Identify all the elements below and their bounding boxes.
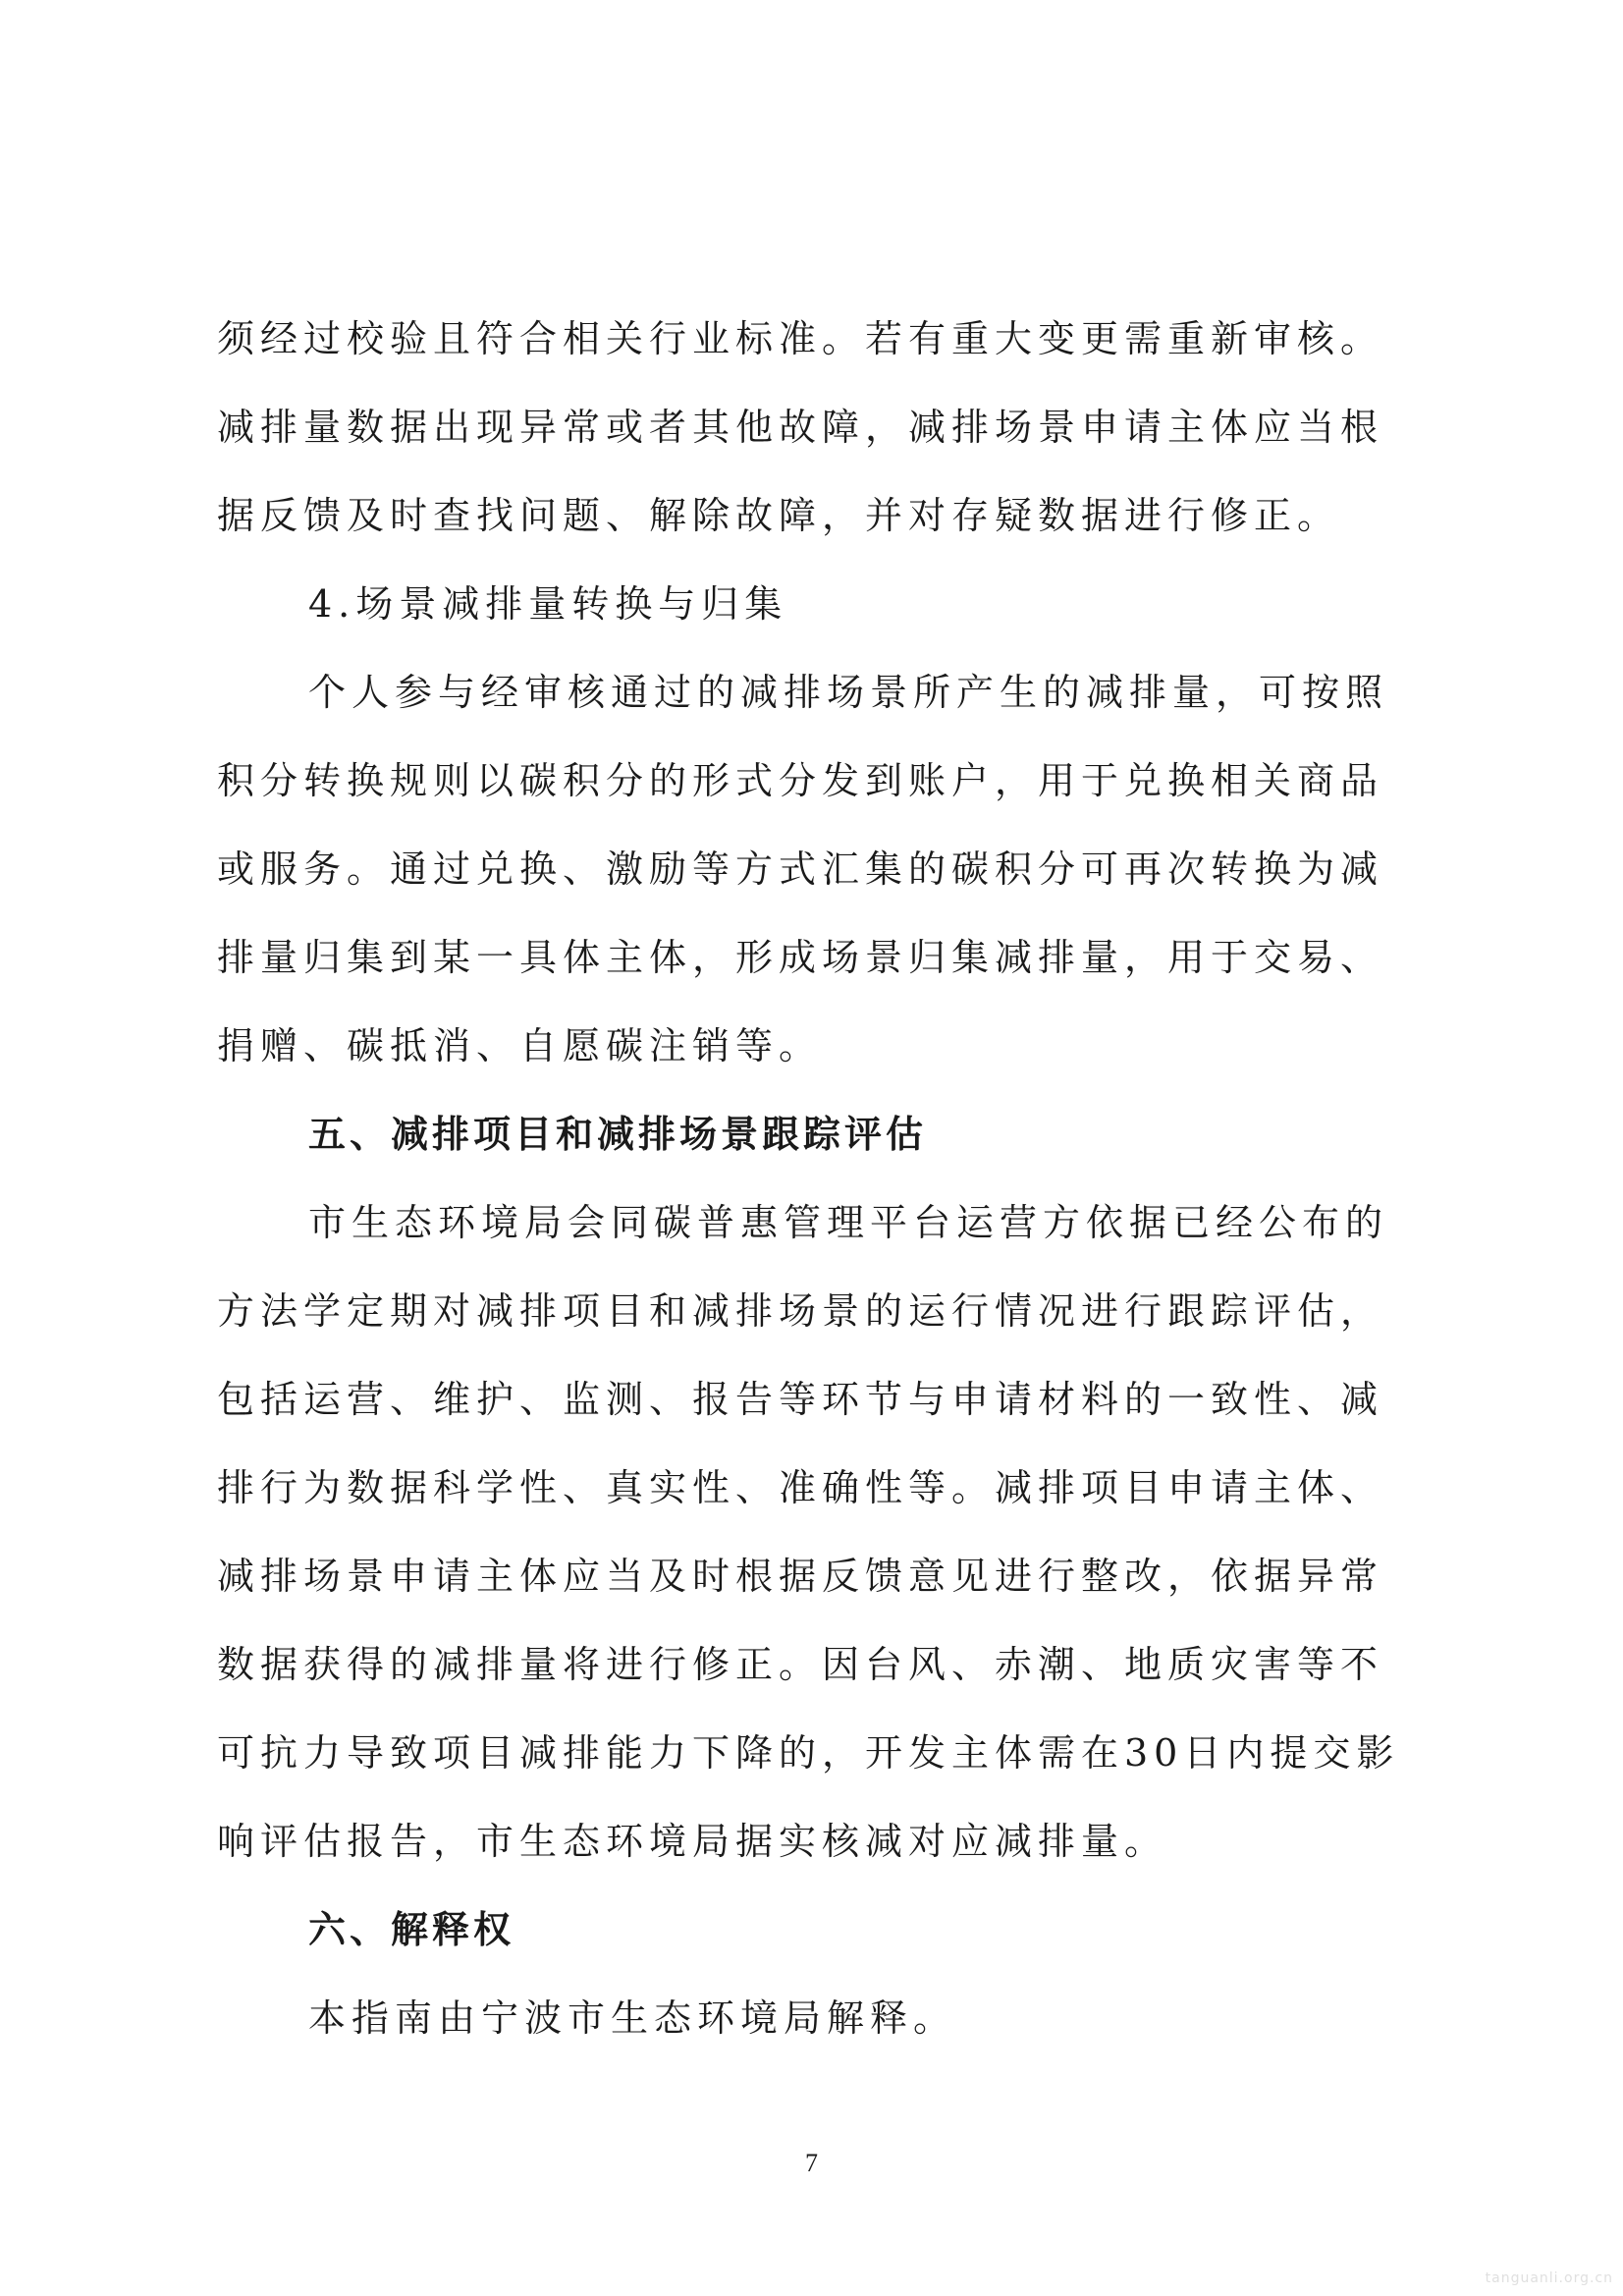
page-number: 7: [805, 2149, 818, 2177]
subsection-heading: 4.场景减排量转换与归集: [308, 582, 788, 626]
watermark: tanguanli.org.cn: [1485, 2270, 1613, 2286]
paragraph-line: 方法学定期对减排项目和减排场景的运行情况进行跟踪评估，: [217, 1289, 1384, 1333]
paragraph-line: 据反馈及时查找问题、解除故障，并对存疑数据进行修正。: [217, 494, 1341, 537]
paragraph-line: 响评估报告，市生态环境局据实核减对应减排量。: [217, 1820, 1168, 1863]
paragraph-line: 排行为数据科学性、真实性、准确性等。减排项目申请主体、: [217, 1466, 1384, 1509]
paragraph-line: 或服务。通过兑换、激励等方式汇集的碳积分可再次转换为减: [217, 847, 1384, 891]
body-text: [217, 295, 1415, 2062]
paragraph-line: 数据获得的减排量将进行修正。因台风、赤潮、地质灾害等不: [217, 1643, 1384, 1686]
paragraph-line: 个人参与经审核通过的减排场景所产生的减排量，可按照: [308, 671, 1389, 714]
paragraph-line: 积分转换规则以碳积分的形式分发到账户，用于兑换相关商品: [217, 759, 1384, 802]
paragraph-line: 减排场景申请主体应当及时根据反馈意见进行整改，依据异常: [217, 1555, 1384, 1598]
paragraph-line: 市生态环境局会同碳普惠管理平台运营方依据已经公布的: [308, 1201, 1389, 1244]
section-heading: 五、减排项目和减排场景跟踪评估: [308, 1113, 928, 1156]
paragraph-line: 本指南由宁波市生态环境局解释。: [308, 1996, 957, 2040]
paragraph-line: 减排量数据出现异常或者其他故障，减排场景申请主体应当根: [217, 406, 1384, 449]
section-heading: 六、解释权: [308, 1908, 515, 1951]
paragraph-line: 排量归集到某一具体主体，形成场景归集减排量，用于交易、: [217, 936, 1384, 979]
paragraph-line: 捐赠、碳抵消、自愿碳注销等。: [217, 1024, 823, 1067]
paragraph-line: 可抗力导致项目减排能力下降的，开发主体需在30日内提交影: [217, 1731, 1400, 1775]
paragraph-line: 须经过校验且符合相关行业标准。若有重大变更需重新审核。: [217, 317, 1384, 360]
paragraph-line: 包括运营、维护、监测、报告等环节与申请材料的一致性、减: [217, 1378, 1384, 1421]
